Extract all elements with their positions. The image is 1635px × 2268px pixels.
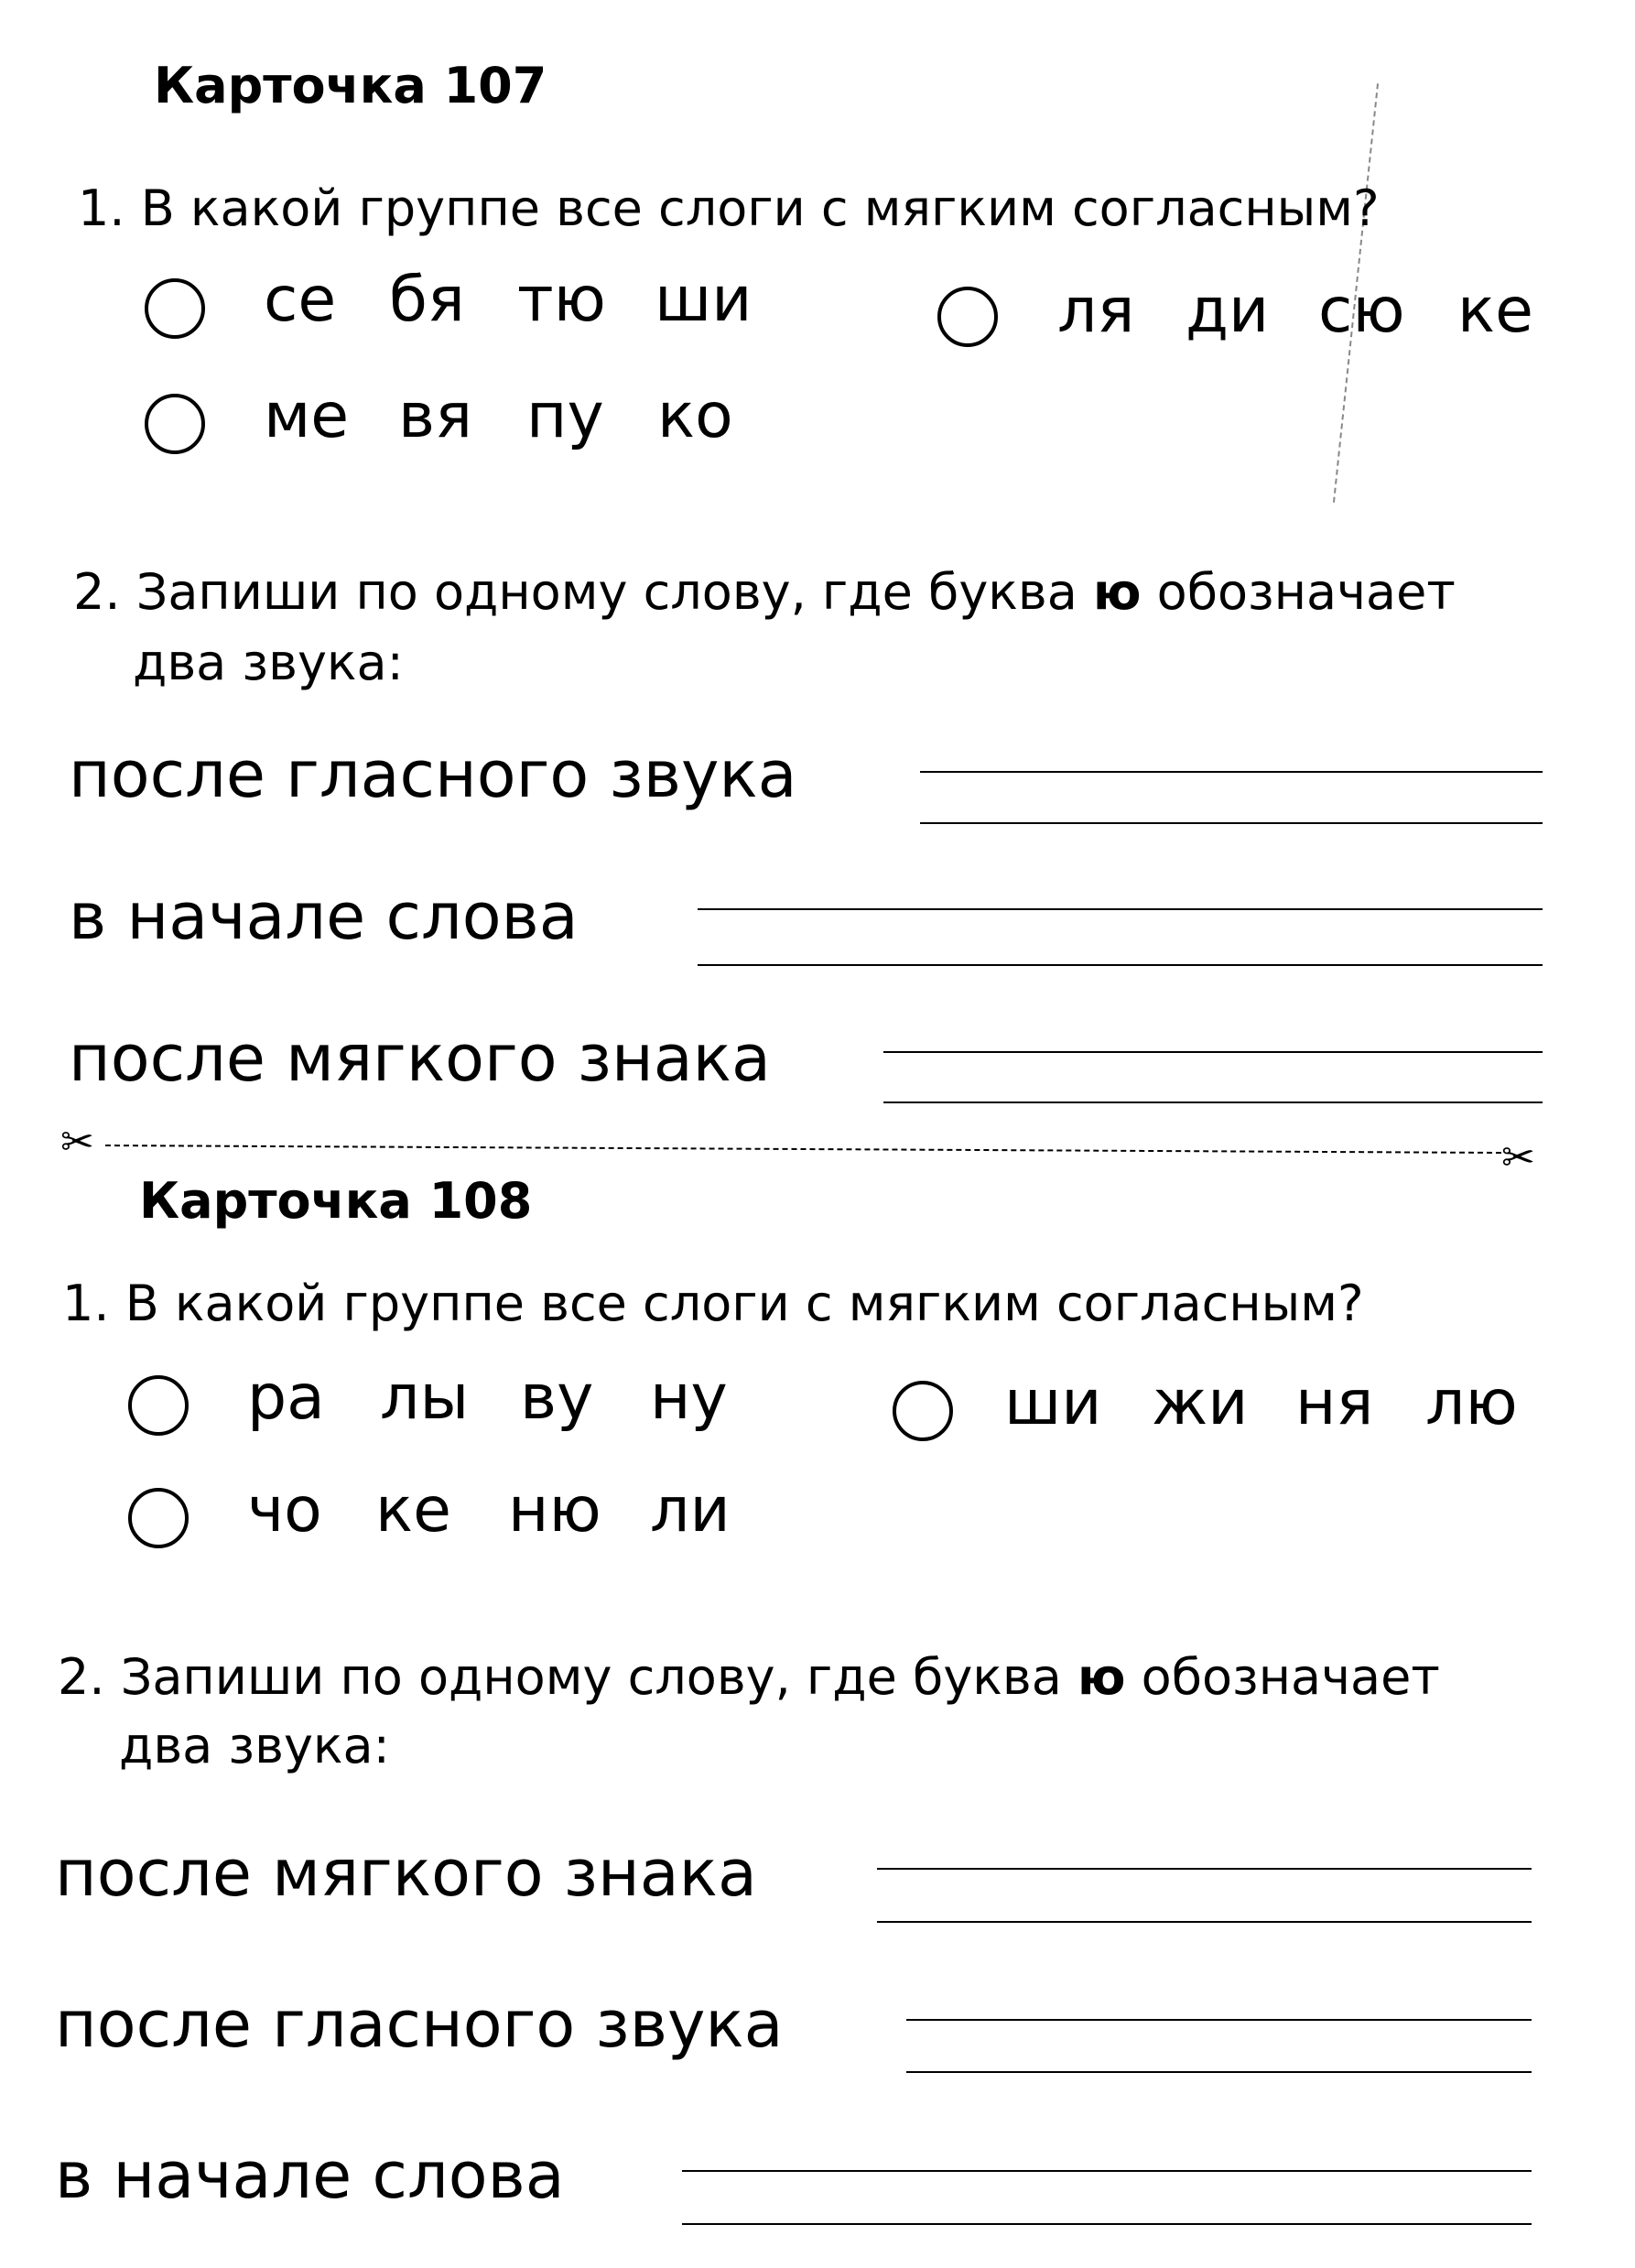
answer-label: в начале слова [69, 879, 579, 954]
question-text: В какой группе все слоги с мягким согласным? [140, 179, 1380, 237]
syllable: ке [1457, 275, 1533, 347]
question-1 [78, 179, 1380, 237]
question-text-end: обозначает [1125, 1648, 1440, 1706]
answer-line[interactable] [906, 2019, 1532, 2021]
syllable: бя [389, 264, 465, 336]
answer-label: после мягкого знака [69, 1021, 771, 1096]
question-2-line2: два звука: [119, 1717, 390, 1774]
syllable: ля [1057, 275, 1135, 347]
question-2 [58, 1648, 1440, 1706]
answer-radio[interactable] [145, 278, 205, 339]
syllable: вя [398, 380, 472, 452]
syllable: ня [1295, 1367, 1374, 1439]
answer-label: после мягкого знака [55, 1836, 757, 1911]
answer-label: после гласного звука [55, 1987, 784, 2062]
answer-line[interactable] [920, 822, 1543, 824]
answer-label: после гласного звука [69, 737, 797, 812]
syllable: тю [517, 264, 606, 336]
question-2-line2: два звука: [133, 634, 404, 691]
scissors-icon: ✂ [1501, 1134, 1535, 1181]
syllable: ке [375, 1474, 451, 1546]
question-text-end: обозначает [1141, 563, 1456, 621]
answer-radio[interactable] [937, 287, 998, 347]
syllable: лю [1425, 1367, 1518, 1439]
question-2 [73, 563, 1456, 621]
answer-line[interactable] [883, 1101, 1543, 1103]
syllable: пу [526, 380, 604, 452]
question-text: Запиши по одному слову, где буква [120, 1648, 1077, 1706]
answer-line[interactable] [698, 964, 1543, 966]
answer-radio[interactable] [128, 1375, 189, 1436]
answer-line[interactable] [877, 1868, 1532, 1870]
syllable: ню [508, 1474, 601, 1546]
answer-radio[interactable] [145, 394, 205, 454]
syllable: ра [247, 1362, 325, 1434]
syllable: ши [1004, 1367, 1102, 1439]
question-text: Запиши по одному слову, где буква [135, 563, 1093, 621]
syllable: ли [650, 1474, 731, 1546]
question-number: 1. [62, 1275, 110, 1332]
syllable: чо [247, 1474, 322, 1546]
answer-line[interactable] [920, 771, 1543, 773]
bold-letter: ю [1077, 1648, 1126, 1706]
answer-label: в начале слова [55, 2138, 565, 2213]
scissors-icon: ✂ [60, 1119, 94, 1166]
question-number: 2. [73, 563, 121, 621]
question-number: 2. [58, 1648, 105, 1706]
answer-line[interactable] [906, 2071, 1532, 2073]
question-1 [62, 1275, 1364, 1332]
syllable: жи [1152, 1367, 1249, 1439]
syllable: се [264, 264, 337, 336]
syllable: ди [1186, 275, 1270, 347]
card-title: Карточка 108 [139, 1172, 533, 1230]
answer-line[interactable] [682, 2223, 1532, 2225]
answer-line[interactable] [877, 1921, 1532, 1923]
syllable: ну [650, 1362, 728, 1434]
syllable: ко [657, 380, 733, 452]
syllable: ву [520, 1362, 594, 1434]
syllable: лы [380, 1362, 470, 1434]
answer-radio[interactable] [128, 1488, 189, 1548]
bold-letter: ю [1092, 563, 1142, 621]
syllable: сю [1318, 275, 1405, 347]
syllable: ши [655, 264, 753, 336]
cut-line [105, 1145, 1501, 1154]
question-number: 1. [78, 179, 125, 237]
syllable: ме [264, 380, 350, 452]
answer-radio[interactable] [893, 1381, 953, 1441]
question-text: В какой группе все слоги с мягким согласным? [125, 1275, 1364, 1332]
answer-line[interactable] [883, 1051, 1543, 1053]
answer-line[interactable] [698, 908, 1543, 910]
card-title: Карточка 107 [154, 57, 547, 114]
answer-line[interactable] [682, 2170, 1532, 2172]
